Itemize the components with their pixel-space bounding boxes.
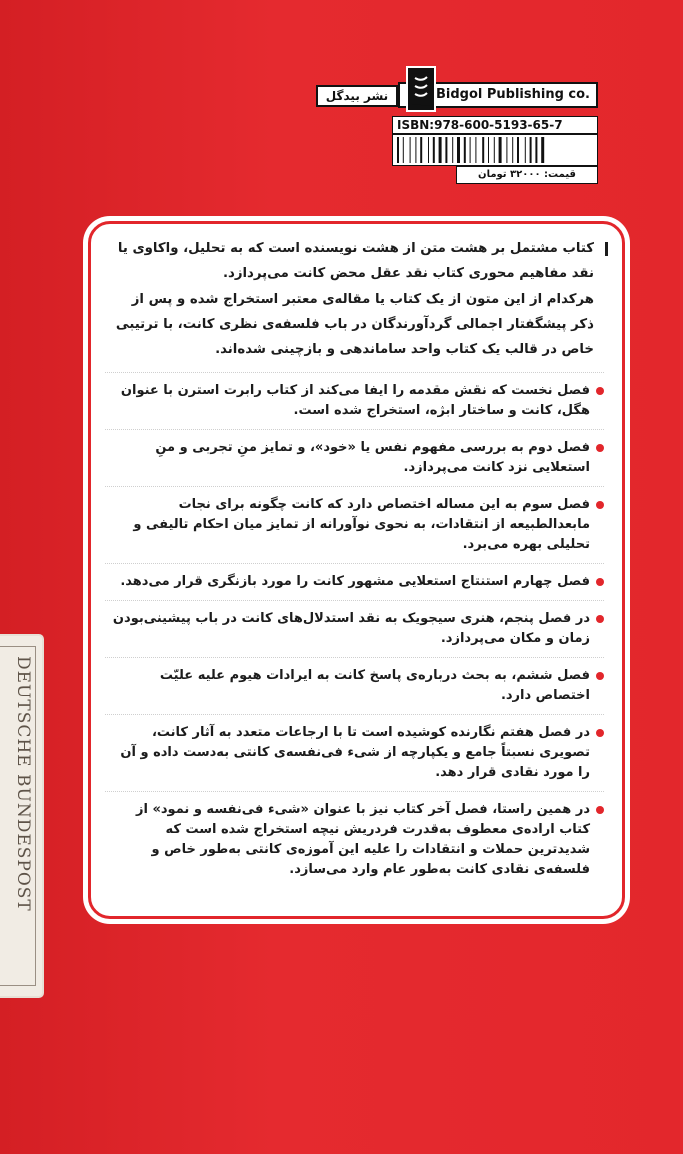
chapter-text: در فصل هفتم نگارنده کوشیده است تا با ارجاعات متعدد به آثار کانت، تصویری نسبتاً جامع و یکپارچه از شیء فی‌نفسه‌ی کانتی به‌دست داده و آن را مورد نقادی قرار دهد. bbox=[120, 725, 590, 781]
chapter-text: در همین راستا، فصل آخر کتاب نیز با عنوان «شیء فی‌نفسه و نمود» از کتاب اراده‌ی معطوف به‌قدرت فردریش نیچه استخراج شده است که شدیدترین حملات و انتقادات را علیه این آموزه‌ی کانتی به‌طور خاص و فلسفه‌ی نقادی کانت به‌طور عام وارد می‌سازد. bbox=[136, 802, 590, 878]
chapter-item bbox=[105, 600, 604, 657]
chapter-text: فصل نخست که نقش مقدمه را ایفا می‌کند از کتاب رابرت استرن با عنوان هگل، کانت و ساختار ابژه، استخراج شده است. bbox=[120, 383, 590, 419]
intro-text bbox=[105, 236, 604, 362]
bullet-dot-icon bbox=[596, 729, 604, 737]
chapter-item bbox=[105, 429, 604, 486]
bullet-dot-icon bbox=[596, 501, 604, 509]
chapter-item bbox=[105, 563, 604, 600]
chapter-item bbox=[105, 486, 604, 563]
isbn-number: ISBN:978-600-5193-65-7 bbox=[392, 116, 598, 134]
bullet-dot-icon bbox=[596, 806, 604, 814]
bidgol-logo-icon bbox=[406, 66, 436, 112]
description-content bbox=[105, 236, 604, 904]
chapter-item bbox=[105, 714, 604, 791]
description-panel bbox=[88, 221, 625, 919]
bullet-dot-icon bbox=[596, 444, 604, 452]
chapter-text: فصل سوم به این مساله اختصاص دارد که کانت چگونه برای نجات مابعدالطبیعه از انتقادات، به نحوی نوآورانه از تمایز میان احکام تالیفی و تحلیلی بهره می‌برد. bbox=[133, 497, 590, 553]
barcode-graphic bbox=[393, 135, 597, 165]
chapter-text: در فصل پنجم، هنری سیجویک به نقد استدلال‌های کانت در باب پیشینی‌بودن زمان و مکان می‌پردازد. bbox=[112, 611, 590, 647]
chapter-item bbox=[105, 372, 604, 429]
postage-stamp bbox=[0, 636, 42, 996]
chapter-text: فصل ششم، به بحث درباره‌ی پاسخ کانت به ایرادات هیوم علیه علیّت اختصاص دارد. bbox=[159, 668, 590, 704]
publisher-block bbox=[325, 66, 598, 186]
publisher-name-fa: نشر بیدگل bbox=[316, 85, 398, 107]
barcode bbox=[392, 134, 598, 166]
bullet-dot-icon bbox=[596, 578, 604, 586]
chapter-item bbox=[105, 657, 604, 714]
chapter-text: فصل چهارم استنتاج استعلایی مشهور کانت را مورد بازنگری قرار می‌دهد. bbox=[120, 574, 590, 590]
bullet-dot-icon bbox=[596, 387, 604, 395]
publisher-name-en: Bidgol Publishing co. bbox=[436, 87, 591, 102]
intro-marker bbox=[605, 242, 608, 256]
intro-paragraph-1: کتاب مشتمل بر هشت متن از هشت نویسنده است که به تحلیل، واکاوی یا نقد مفاهیم محوری کتاب نقد عقل محض کانت می‌پردازد. bbox=[117, 241, 594, 282]
stamp-text: DEUTSCHE BUNDESPOST bbox=[13, 656, 33, 912]
bullet-dot-icon bbox=[596, 672, 604, 680]
bullet-dot-icon bbox=[596, 615, 604, 623]
chapter-text: فصل دوم به بررسی مفهوم نفس یا «خود»، و تمایز منِ تجربی و منِ استعلایی نزد کانت می‌پردازد. bbox=[155, 440, 590, 476]
intro-paragraph-2: هرکدام از این متون از یک کتاب یا مقاله‌ی معتبر استخراج شده و پس از ذکر پیشگفتار اجمالی گردآورندگان در باب فلسفه‌ی نظری کانت، با ترتیبی خاص در قالب یک کتاب واحد ساماندهی و بازچینی شده‌اند. bbox=[115, 291, 594, 358]
price-label: قیمت: ۳۲۰۰۰ تومان bbox=[456, 166, 598, 184]
chapter-item bbox=[105, 791, 604, 888]
